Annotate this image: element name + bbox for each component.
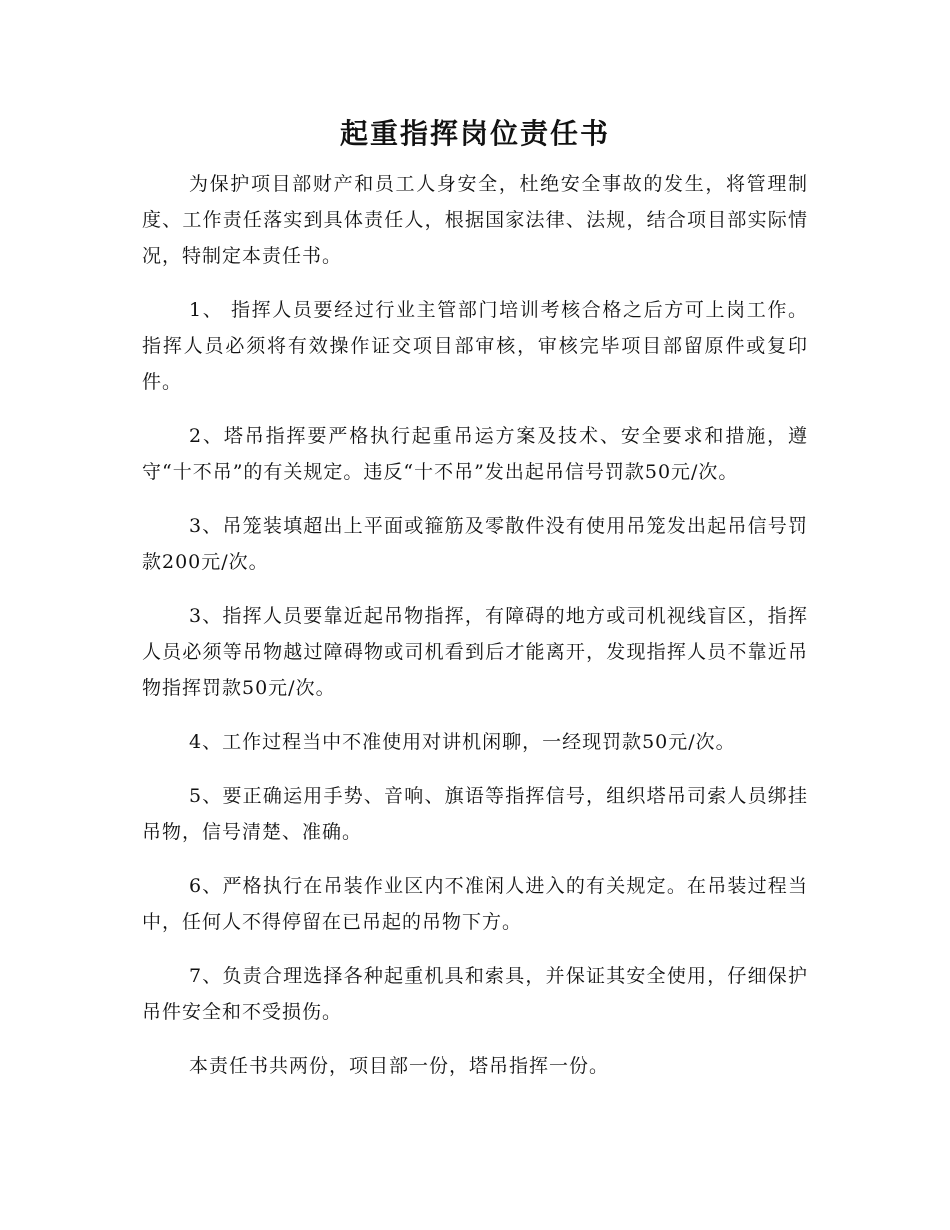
clause-2-paragraph: 2、塔吊指挥要严格执行起重吊运方案及技术、安全要求和措施，遵守“十不吊”的有关规定。违反“十不吊”发出起吊信号罚款50元/次。 [142,425,808,483]
clause-6-paragraph: 6、严格执行在吊装作业区内不准闲人进入的有关规定。在吊装过程当中，任何人不得停留在已吊起的吊物下方。 [142,875,808,933]
clause-7-paragraph: 7、负责合理选择各种起重机具和索具，并保证其安全使用，仔细保护吊件安全和不受损伤。 [142,965,808,1023]
clause-4-paragraph: 4、工作过程当中不准使用对讲机闲聊，一经现罚款50元/次。 [189,731,736,753]
closing-paragraph: 本责任书共两份，项目部一份，塔吊指挥一份。 [189,1055,610,1077]
clause-5-paragraph: 5、要正确运用手势、音响、旗语等指挥信号，组织塔吊司索人员绑挂吊物，信号清楚、准确。 [142,785,808,843]
document-body [142,166,808,1084]
intro-paragraph: 为保护项目部财产和员工人身安全，杜绝安全事故的发生，将管理制度、工作责任落实到具体责任人，根据国家法律、法规，结合项目部实际情况，特制定本责任书。 [142,173,808,267]
clause-3-paragraph: 3、吊笼装填超出上平面或箍筋及零散件没有使用吊笼发出起吊信号罚款200元/次。 [142,515,808,573]
document-title: 起重指挥岗位责任书 [339,117,610,150]
clause-3b-paragraph: 3、指挥人员要靠近起吊物指挥，有障碍的地方或司机视线盲区，指挥人员必须等吊物越过障碍物或司机看到后才能离开，发现指挥人员不靠近吊物指挥罚款50元/次。 [142,605,808,699]
clause-1-paragraph: 1、 指挥人员要经过行业主管部门培训考核合格之后方可上岗工作。指挥人员必须将有效操作证交项目部审核，审核完毕项目部留原件或复印件。 [142,299,808,393]
